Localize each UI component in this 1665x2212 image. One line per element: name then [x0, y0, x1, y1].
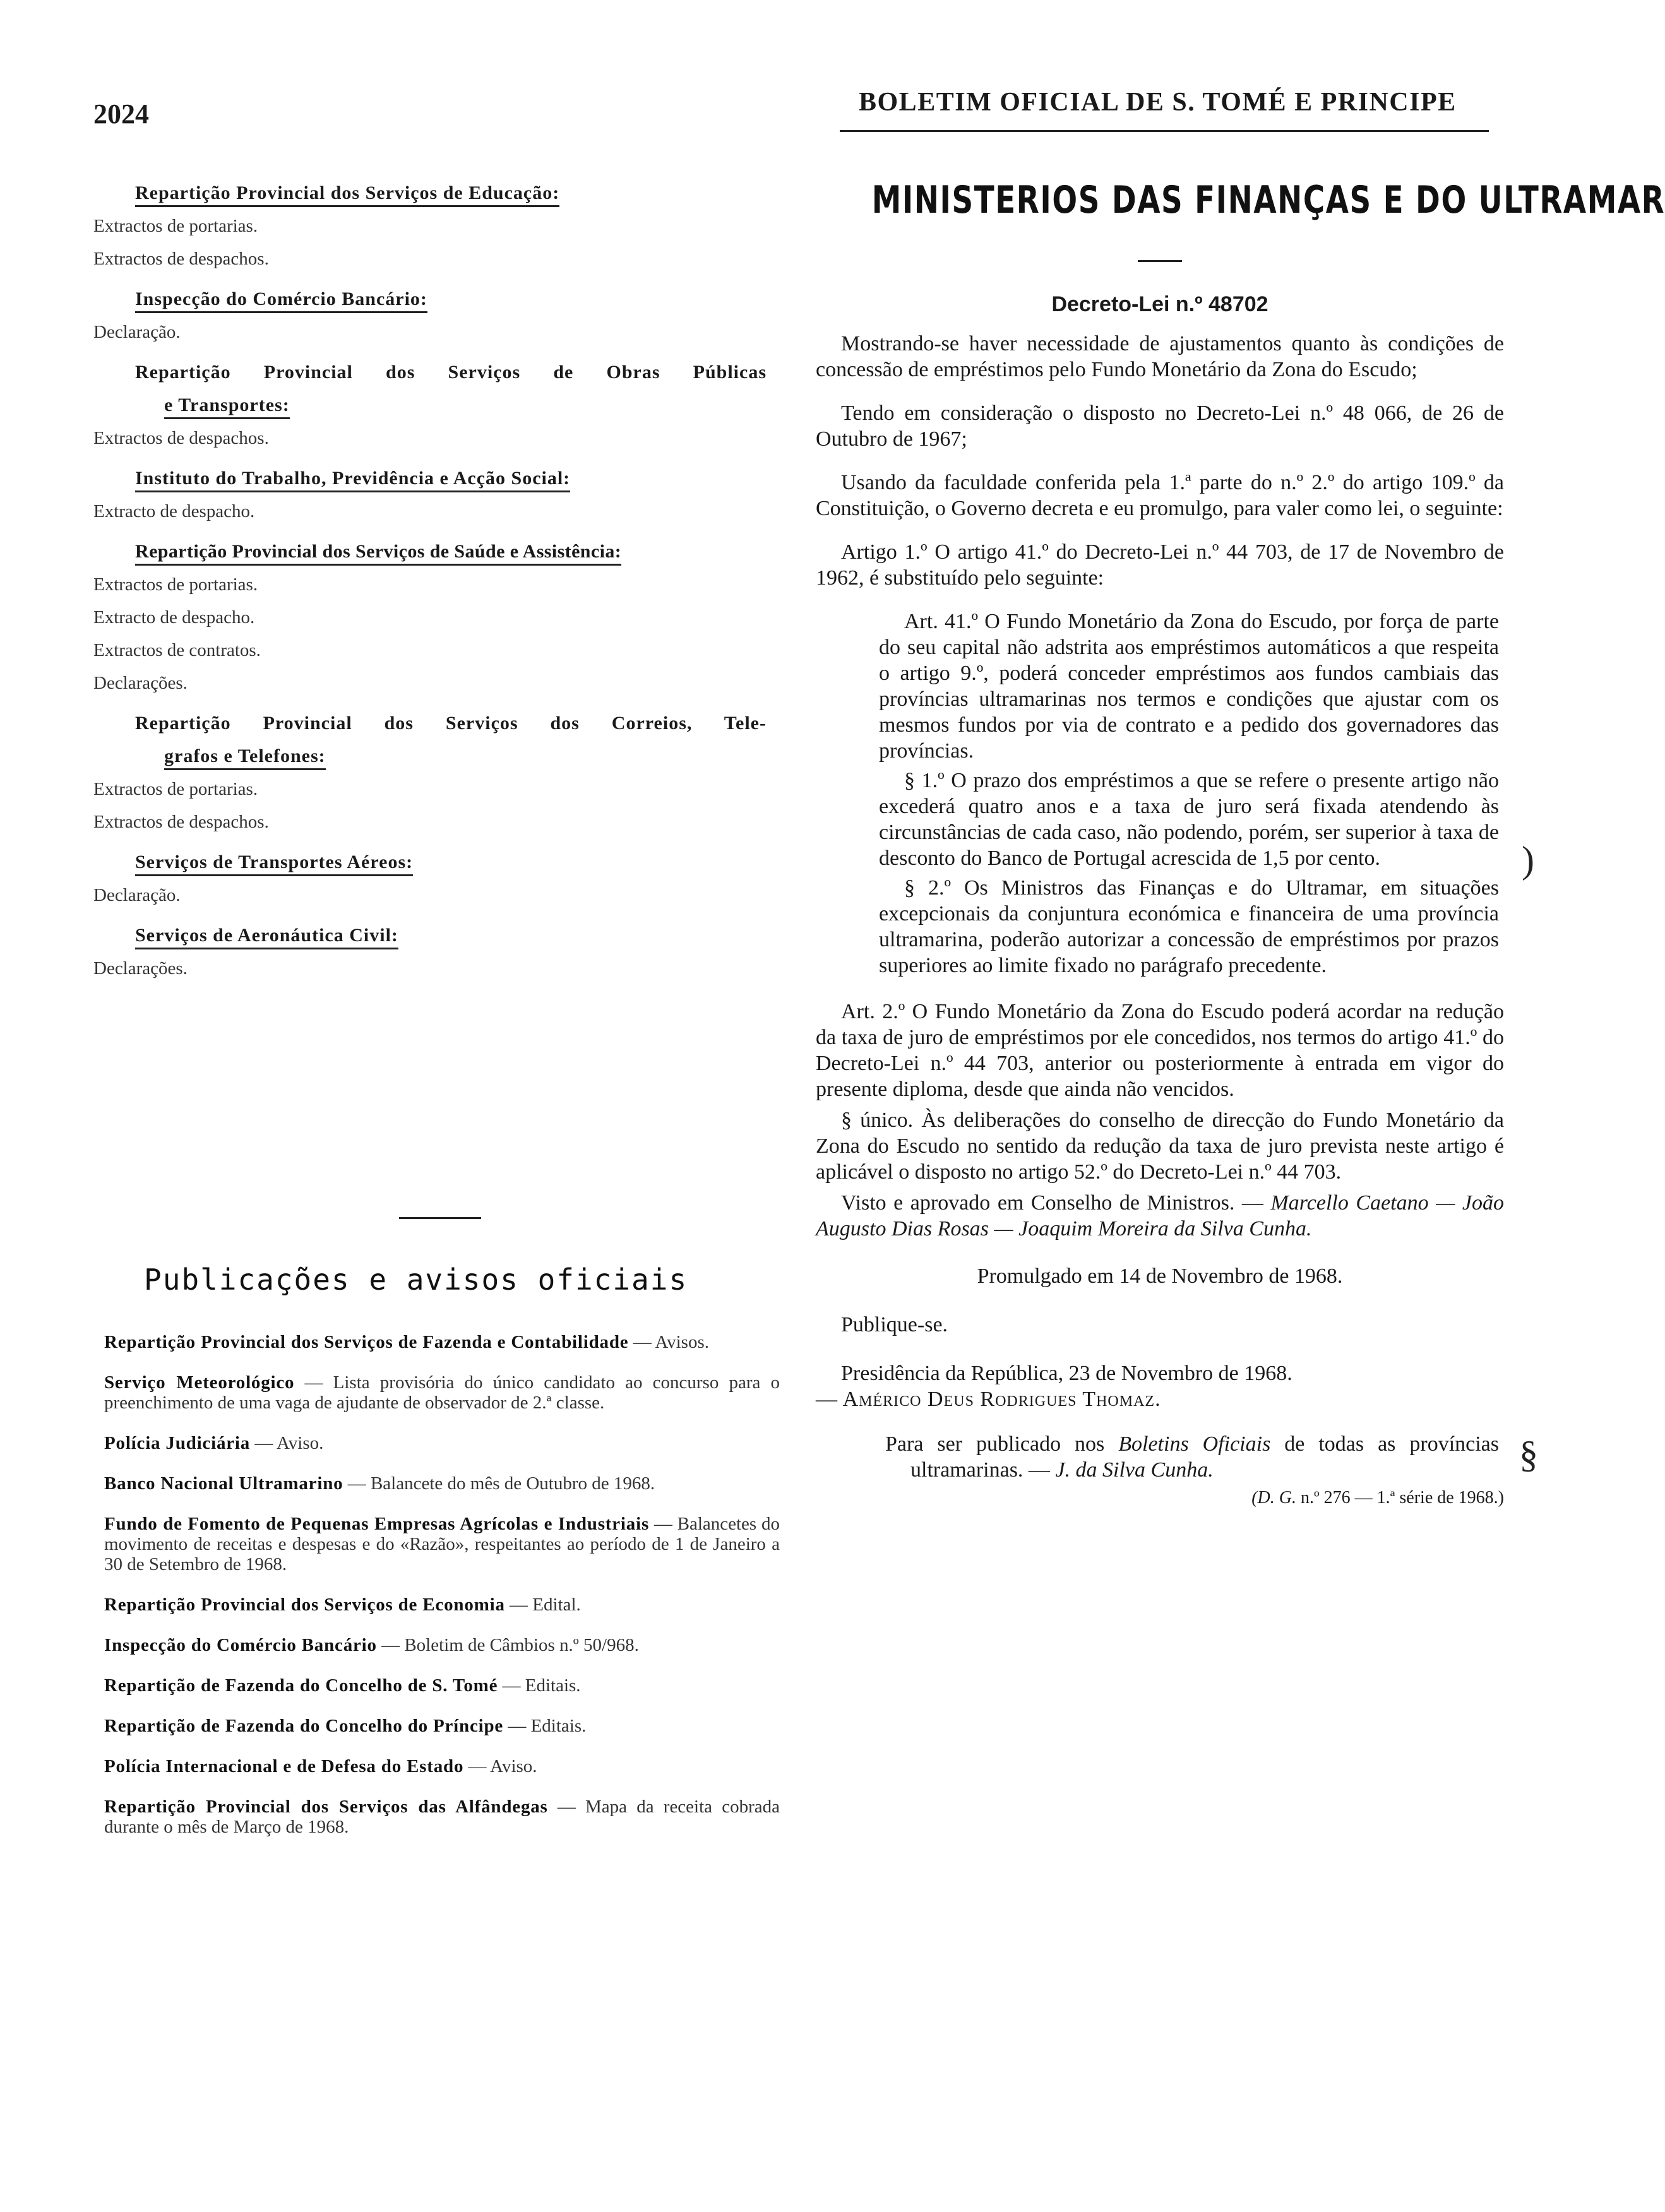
publication-entry: Polícia Judiciária — Aviso. [104, 1433, 324, 1453]
section-item: Extractos de despachos. [93, 428, 269, 448]
publication-entry: Repartição Provincial dos Serviços de Fazenda e Contabilidade — Avisos. [104, 1332, 710, 1352]
promulgation-date: Promulgado em 14 de Novembro de 1968. [977, 1264, 1343, 1288]
summary-section [93, 283, 775, 348]
section-divider [399, 1217, 481, 1219]
section-heading: Inspecção do Comércio Bancário: [93, 283, 767, 316]
presidency-date: Presidência da República, 23 de Novembro de 1968. [841, 1362, 1292, 1385]
section-item: Declarações. [93, 673, 188, 693]
section-item: Extractos de despachos. [93, 812, 269, 832]
approval-line: Visto e aprovado em Conselho de Ministros. — Marcello Caetano — João Augusto Dias Rosas — Joaquim Moreira da Silva Cunha. [816, 1191, 1505, 1240]
running-title: BOLETIM OFICIAL DE S. TOMÉ E PRINCIPE [859, 88, 1457, 117]
section-heading: Repartição Provincial dos Serviços dos Correios, Tele- [135, 713, 767, 734]
gazette-citation: (D. G. n.º 276 — 1.ª série de 1968.) [1251, 1488, 1504, 1507]
section-item: Extractos de portarias. [93, 216, 258, 236]
margin-mark: ) [1522, 839, 1534, 881]
preamble-paragraph: Usando da faculdade conferida pela 1.ª parte do n.º 2.º do artigo 109.º da Constituição, o Governo decreta e eu promulgo, para valer como lei, o seguinte: [816, 471, 1504, 520]
section-item: Extractos de portarias. [93, 779, 258, 799]
publication-entry: Repartição Provincial dos Serviços das Alfândegas — Mapa da receita cobrada durante o mês de Março de 1968. [104, 1797, 780, 1837]
section-item: Extracto de despacho. [93, 607, 255, 627]
quoted-paragraph: § 2.º Os Ministros das Finanças e do Ultramar, em situações excepcionais da conjuntura económica e financeira de uma província ultramarina, poderão autorizar a concessão de empréstimos por prazos superiores ao limite fixado no parágrafo precedente. [879, 876, 1499, 977]
preamble-paragraph: Mostrando-se haver necessidade de ajustamentos quanto às condições de concessão de empréstimos pelo Fundo Monetário da Zona do Escudo; [816, 332, 1504, 381]
summary-section [93, 535, 775, 699]
summary-section [93, 846, 775, 912]
quoted-article [879, 609, 1499, 978]
publication-entry: Banco Nacional Ultramarino — Balancete do mês de Outubro de 1968. [104, 1473, 655, 1494]
publication-order-text: Para ser publicado nos Boletins Oficiais de todas as províncias ultramarinas. — J. da Silva Cunha. [885, 1432, 1499, 1482]
section-heading-cont: e Transportes: [93, 389, 796, 422]
section-heading: Repartição Provincial dos Serviços de Saúde e Assistência: [93, 535, 792, 568]
publish-order: Publique-se. [841, 1313, 948, 1336]
section-item: Declaração. [93, 885, 181, 905]
publication-entry: Polícia Internacional e de Defesa do Estado — Aviso. [104, 1756, 537, 1776]
decree-number: Decreto-Lei n.º 48702 [1051, 292, 1268, 316]
summary-section [93, 462, 775, 528]
section-heading: Instituto do Trabalho, Previdência e Acção Social: [93, 462, 767, 495]
section-item: Declarações. [93, 958, 188, 978]
quoted-paragraph: Art. 41.º O Fundo Monetário da Zona do Escudo, por força de parte do seu capital não adstrita aos empréstimos automáticos a que respeita o artigo 9.º, poderá conceder empréstimos aos fundos cambiais das províncias ultramarinas nos termos e condições que ajustar com os mesmos fundos por via de contrato e a pedido dos governadores das províncias. [879, 610, 1499, 763]
header-rule [840, 130, 1489, 132]
decree-column [816, 178, 1665, 1508]
summary-section [93, 356, 775, 455]
president-signature: — Américo Deus Rodrigues Thomaz. [816, 1388, 1161, 1411]
section-item: Extractos de contratos. [93, 640, 261, 660]
section-heading: Repartição Provincial dos Serviços de Educação: [93, 177, 767, 210]
section-item: Extractos de portarias. [93, 574, 258, 595]
publication-order [885, 1431, 1499, 1483]
section-item: Extractos de despachos. [93, 249, 269, 269]
ministry-title: MINISTERIOS DAS FINANÇAS E DO ULTRAMAR [871, 178, 1665, 222]
preamble-paragraph: Tendo em consideração o disposto no Decreto-Lei n.º 48 066, de 26 de Outubro de 1967; [816, 401, 1504, 451]
section-heading: Repartição Provincial dos Serviços de Obras Públicas [135, 362, 767, 383]
section-heading: Serviços de Aeronáutica Civil: [93, 919, 767, 952]
publication-entry: Serviço Meteorológico — Lista provisória do único candidato ao concurso para o preenchimento de uma vaga de ajudante de observador de 2.ª classe. [104, 1372, 780, 1413]
publications-list [104, 1332, 780, 1857]
summary-section [93, 707, 775, 838]
margin-mark: § [1519, 1434, 1538, 1475]
article-1: Artigo 1.º O artigo 41.º do Decreto-Lei n.º 44 703, de 17 de Novembro de 1962, é substituído pelo seguinte: [816, 540, 1504, 590]
title-divider [1138, 260, 1182, 262]
summary-section [93, 919, 775, 985]
publication-entry: Repartição de Fazenda do Concelho de S. Tomé — Editais. [104, 1675, 581, 1696]
article-2: Art. 2.º O Fundo Monetário da Zona do Escudo poderá acordar na redução da taxa de juro de empréstimos por ele concedidos, nos termos do artigo 41.º do Decreto-Lei n.º 44 703, anterior ou posteriormente à entrada em vigor do presente diploma, desde que ainda não vencidos. [816, 1000, 1504, 1101]
section-heading: Serviços de Transportes Aéreos: [93, 846, 767, 879]
publications-title: Publicações e avisos oficiais [144, 1263, 688, 1297]
section-item: Extracto de despacho. [93, 501, 255, 521]
paragraph-unico: § único. Às deliberações do conselho de direcção do Fundo Monetário da Zona do Escudo no sentido da redução da taxa de juro prevista neste artigo é aplicável o disposto no artigo 52.º do Decreto-Lei n.º 44 703. [816, 1109, 1504, 1184]
section-item: Declaração. [93, 322, 181, 342]
page-number: 2024 [93, 98, 149, 129]
publication-entry: Repartição de Fazenda do Concelho do Príncipe — Editais. [104, 1716, 587, 1736]
publication-entry: Inspecção do Comércio Bancário — Boletim de Câmbios n.º 50/968. [104, 1635, 639, 1655]
publication-entry: Repartição Provincial dos Serviços de Economia — Edital. [104, 1595, 581, 1615]
left-summary-column [93, 177, 775, 992]
section-heading-cont: grafos e Telefones: [93, 740, 796, 773]
quoted-paragraph: § 1.º O prazo dos empréstimos a que se refere o presente artigo não excederá quatro anos e a taxa de juro será fixada atendendo às circunstâncias de cada caso, não podendo, porém, ser superior à taxa de desconto do Banco de Portugal acrescida de 1,5 por cento. [879, 769, 1499, 870]
publication-entry: Fundo de Fomento de Pequenas Empresas Agrícolas e Industriais — Balancetes do movimento de receitas e despesas e do «Razão», respeitantes ao período de 1 de Janeiro a 30 de Setembro de 1968. [104, 1514, 780, 1574]
summary-section [93, 177, 775, 275]
